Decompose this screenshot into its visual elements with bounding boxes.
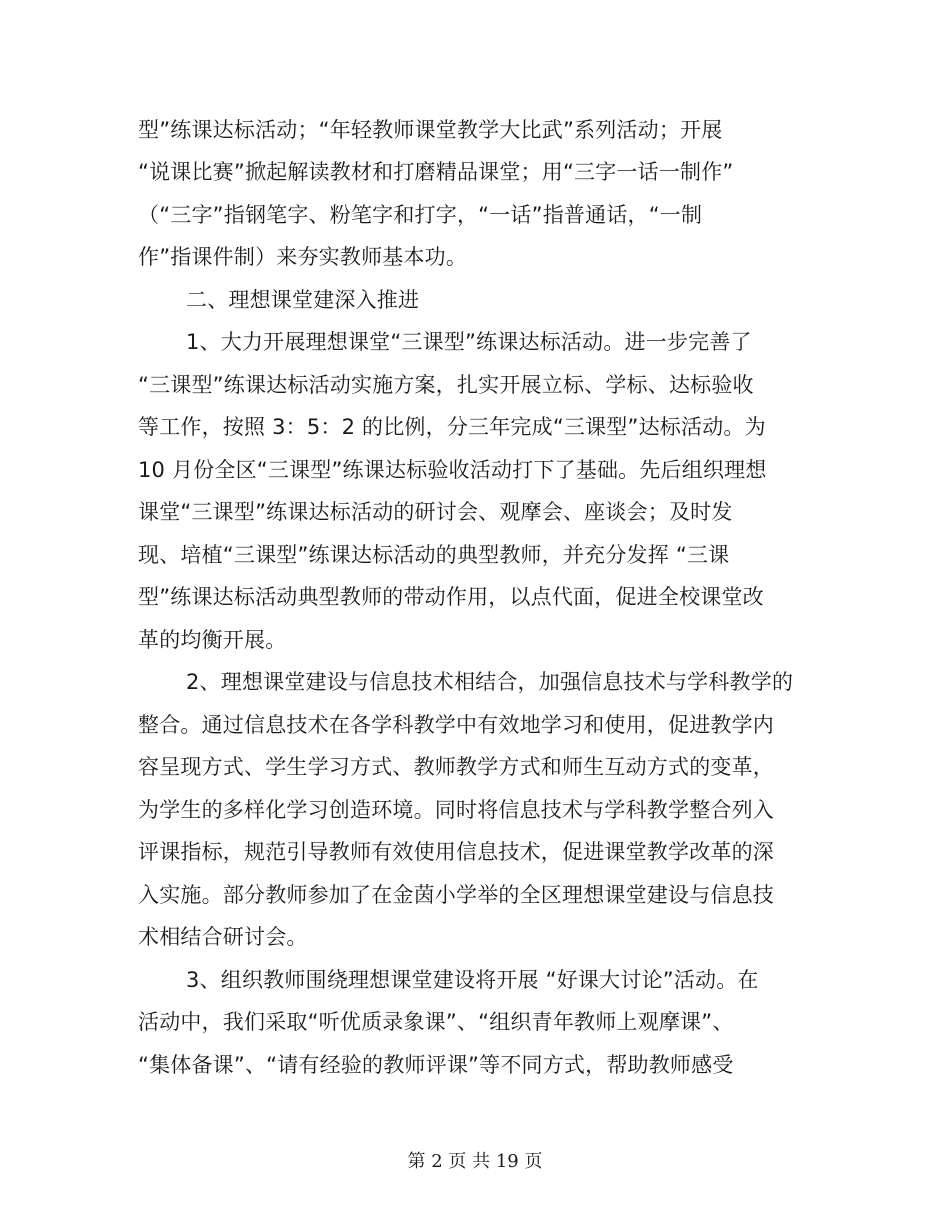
text-line-21: 3、组织教师围绕理想课堂建设将开展 “好课大讨论”活动。在 (186, 968, 759, 992)
text-line-22: 活动中，我们采取“听优质录象课”、“组织青年教师上观摩课”、 (138, 1010, 734, 1034)
text-line-2: “说课比赛”掀起解读教材和打磨精品课堂；用“三字一话一制作” (138, 160, 734, 184)
text-line-13: 革的均衡开展。 (138, 628, 287, 652)
text-line-16: 容呈现方式、学生学习方式、教师教学方式和师生互动方式的变革， (138, 755, 774, 779)
text-line-14: 2、理想课堂建设与信息技术相结合，加强信息技术与学科教学的 (186, 670, 794, 694)
text-line-7: “三课型”练课达标活动实施方案，扎实开展立标、学标、达标验收 (138, 373, 754, 397)
section-heading: 二、理想课堂建深入推进 (186, 288, 420, 312)
page-number-footer: 第 2 页 共 19 页 (407, 1151, 543, 1172)
text-line-6: 1、大力开展理想课堂“三课型”练课达标活动。进一步完善了 (186, 330, 752, 354)
text-line-10: 课堂“三课型”练课达标活动的研讨会、观摩会、座谈会；及时发 (138, 500, 733, 524)
text-line-15: 整合。通过信息技术在各学科教学中有效地学习和使用，促进教学内 (138, 713, 774, 737)
text-line-8: 等工作，按照 3：5：2 的比例，分三年完成“三课型”达标活动。为 (138, 415, 766, 439)
text-line-18: 评课指标，规范引导教师有效使用信息技术，促进课堂教学改革的深 (138, 840, 774, 864)
text-line-3: （“三字”指钢笔字、粉笔字和打字，“一话”指普通话，“一制 (138, 203, 703, 227)
text-line-1: 型”练课达标活动；“年轻教师课堂教学大比武”系列活动；开展 (138, 118, 723, 142)
text-line-12: 型”练课达标活动典型教师的带动作用，以点代面，促进全校课堂改 (138, 585, 764, 609)
text-line-19: 入实施。部分教师参加了在金茵小学举的全区理想课堂建设与信息技 (138, 883, 774, 907)
text-line-4: 作”指课件制）来夯实教师基本功。 (138, 245, 468, 269)
text-line-11: 现、培植“三课型”练课达标活动的典型教师，并充分发挥 “三课 (138, 543, 730, 567)
text-line-20: 术相结合研讨会。 (138, 925, 308, 949)
text-line-23: “集体备课”、“请有经验的教师评课”等不同方式，帮助教师感受 (138, 1053, 734, 1077)
text-line-17: 为学生的多样化学习创造环境。同时将信息技术与学科教学整合列入 (138, 798, 774, 822)
text-line-9: 10 月份全区“三课型”练课达标验收活动打下了基础。先后组织理想 (138, 458, 767, 482)
